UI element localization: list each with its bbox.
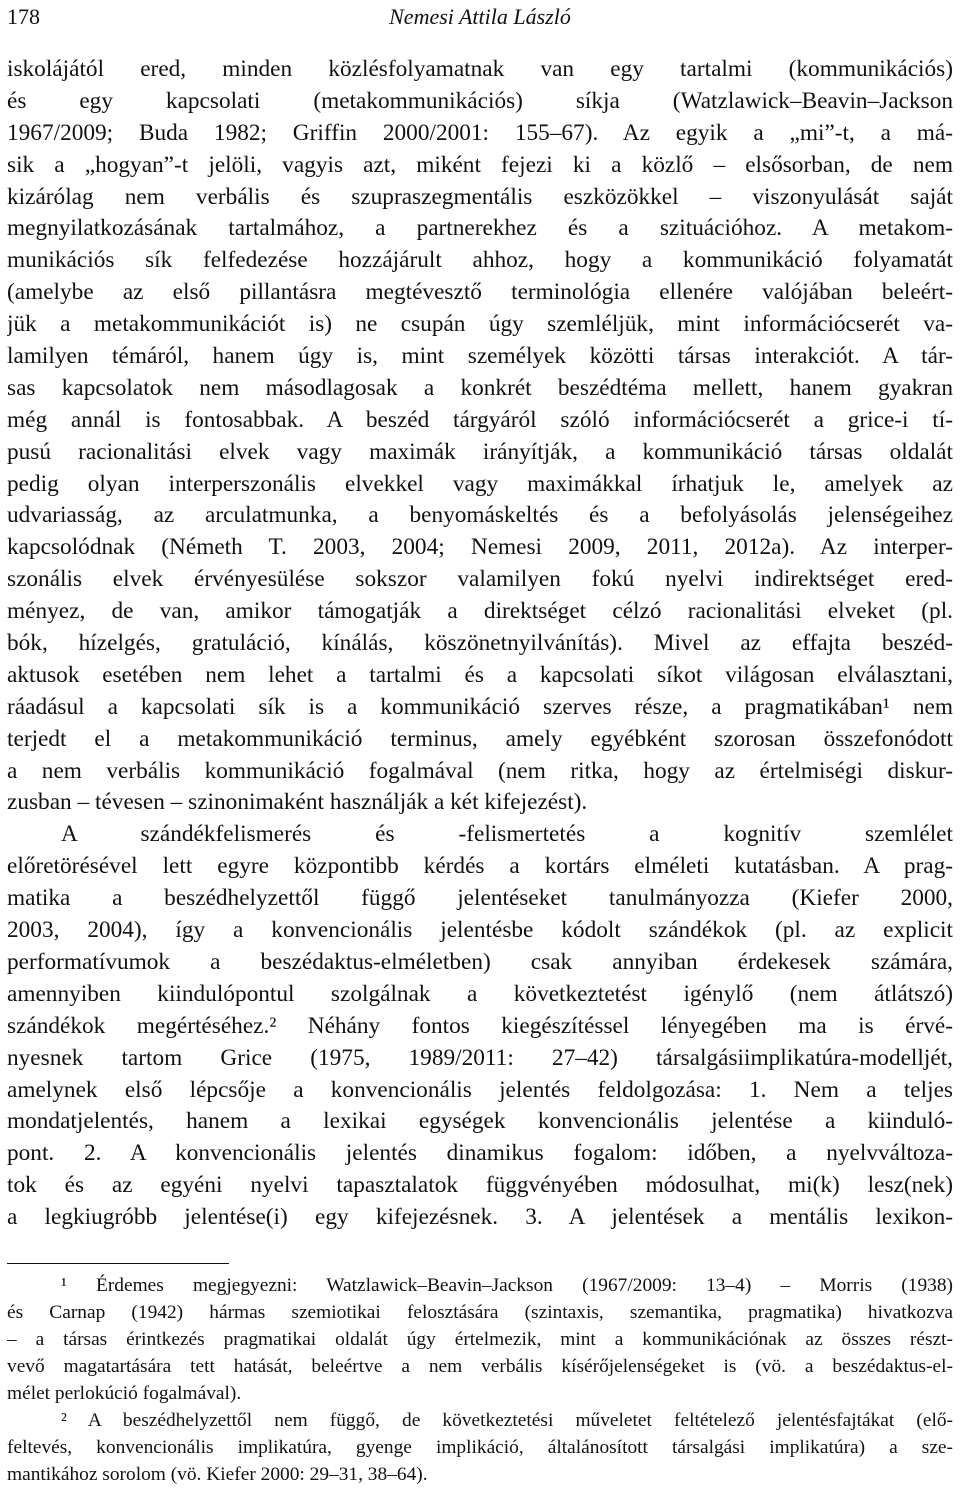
text-line: bók, hízelgés, gratuláció, kínálás, köszönetnyilvánítás). Mivel az effajta beszéd-	[7, 630, 953, 657]
text-line: pusú racionalitási elvek vagy maximák irányítják, a kommunikáció társas oldalát	[7, 438, 953, 465]
text-line: pont. 2. A konvencionális jelentés dinamikus fogalom: időben, a nyelvváltoza-	[7, 1140, 953, 1167]
text-line: performatívumok a beszédaktus-elméletben) csak annyiban érdekesek számára,	[7, 948, 953, 975]
text-line: matika a beszédhelyzettől függő jelentéseket tanulmányozza (Kiefer 2000,	[7, 885, 953, 912]
text-line: A szándékfelismerés és -felismertetés a kognitív szemlélet	[61, 821, 953, 848]
text-line: pedig olyan interperszonális elvekkel vagy maximákkal írhatjuk le, amelyek az	[7, 470, 953, 497]
text-line: 1967/2009; Buda 1982; Griffin 2000/2001: 155–67). Az egyik a „mi”-t, a má-	[7, 119, 953, 146]
text-line: amelynek első lépcsője a konvencionális jelentés feldolgozása: 1. Nem a teljes	[7, 1076, 953, 1103]
text-line: lamilyen témáról, hanem úgy is, mint személyek közötti társas interakciót. A tár-	[7, 343, 953, 370]
footnote-line: ¹ Érdemes megjegyezni: Watzlawick–Beavin–Jackson (1967/2009: 13–4) – Morris (1938)	[61, 1275, 953, 1296]
text-line: mondatjelentés, hanem a lexikai egységek konvencionális jelentése a kiinduló-	[7, 1108, 953, 1135]
text-line: udvariasság, az arculatmunka, a benyomáskeltés és a befolyásolás jelenségeihez	[7, 502, 953, 529]
text-line: aktusok esetében nem lehet a tartalmi és a kapcsolati síkot világosan elválasztani,	[7, 661, 953, 688]
running-title: Nemesi Attila László	[389, 4, 571, 29]
text-line: kizárólag nem verbális és szupraszegmentális eszközökkel – viszonyulását saját	[7, 183, 953, 210]
footnote-line: mélet perlokúció fogalmával).	[7, 1383, 242, 1404]
text-line: 2003, 2004), így a konvencionális jelentésbe kódolt szándékok (pl. az explicit	[7, 917, 953, 944]
text-line: szonális elvek érvényesülése sokszor valamilyen fokú nyelvi indirektséget ered-	[7, 566, 953, 593]
text-line: amennyiben kiindulópontul szolgálnak a következtetést igénylő (nem átlátszó)	[7, 980, 953, 1007]
text-line: zusban – tévesen – szinonimaként használják a két kifejezést).	[7, 789, 588, 816]
text-line: és egy kapcsolati (metakommunikációs) síkja (Watzlawick–Beavin–Jackson	[7, 87, 953, 114]
main-text	[7, 54, 953, 1234]
text-line: tok és az egyéni nyelvi tapasztalatok függvényében módosulhat, mi(k) lesz(nek)	[7, 1172, 953, 1199]
text-line: jük a metakommunikációt is) ne csupán úgy szemléljük, mint információcserét va-	[7, 311, 953, 338]
footnote-line: – a társas érintkezés pragmatikai oldalát úgy értelmezik, mint a kommunikációnak az összes részt-	[7, 1329, 953, 1350]
footnote-line: vevő magatartására tett hatását, beleértve a nem verbális kísérőjelenségeket is (vö. a beszédaktus-el-	[7, 1356, 953, 1377]
text-line: nyesnek tartom Grice (1975, 1989/2011: 27–42) társalgásiimplikatúra-modelljét,	[7, 1044, 953, 1071]
footnote-line: ² A beszédhelyzettől nem függő, de következtetési műveletet feltételező jelentésfajtákat (elő-	[61, 1410, 953, 1431]
text-line: terjedt el a metakommunikáció terminus, amely egyébként szorosan összefonódott	[7, 725, 953, 752]
text-line: a nem verbális kommunikáció fogalmával (nem ritka, hogy az értelmiségi diskur-	[7, 757, 953, 784]
footnote-line: és Carnap (1942) hármas szemiotikai felosztására (szintaxis, szemantika, pragmatika) hivatkozva	[7, 1302, 953, 1323]
footnote-separator	[7, 1263, 229, 1264]
page-number: 178	[7, 4, 40, 29]
text-line: (amelybe az első pillantásra megtévesztő terminológia ellenére valójában beleért-	[7, 279, 953, 306]
footnotes	[7, 1272, 953, 1488]
text-line: ráadásul a kapcsolati sík is a kommunikáció szerves része, a pragmatikában¹ nem	[7, 693, 953, 720]
text-line: szándékok megértéséhez.² Néhány fontos kiegészítéssel lényegében ma is érvé-	[7, 1012, 953, 1039]
footnote-line: feltevés, konvencionális implikatúra, gyenge implikáció, általánosított társalgási implikatúra) a sze-	[7, 1437, 953, 1458]
text-line: megnyilatkozásának tartalmához, a partnerekhez és a szituációhoz. A metakom-	[7, 215, 953, 242]
text-line: kapcsolódnak (Németh T. 2003, 2004; Nemesi 2009, 2011, 2012a). Az interper-	[7, 534, 953, 561]
text-line: még annál is fontosabbak. A beszéd tárgyáról szóló információcserét a grice-i tí-	[7, 406, 953, 433]
text-line: előretörésével lett egyre központibb kérdés a kortárs elméleti kutatásban. A prag-	[7, 853, 953, 880]
text-line: munikációs sík felfedezése hozzájárult ahhoz, hogy a kommunikáció folyamatát	[7, 247, 953, 274]
text-line: sas kapcsolatok nem másodlagosak a konkrét beszédtéma mellett, hanem gyakran	[7, 374, 953, 401]
running-header	[7, 2, 953, 32]
text-line: a legkiugróbb jelentése(i) egy kifejezésnek. 3. A jelentések a mentális lexikon-	[7, 1204, 953, 1231]
text-line: sik a „hogyan”-t jelöli, vagyis azt, miként fejezi ki a közlő – elsősorban, de nem	[7, 151, 953, 178]
footnote-line: mantikához sorolom (vö. Kiefer 2000: 29–31, 38–64).	[7, 1464, 428, 1485]
text-line: iskolájától ered, minden közlésfolyamatnak van egy tartalmi (kommunikációs)	[7, 56, 953, 82]
text-line: ményez, de van, amikor támogatják a direktséget célzó racionalitási elveket (pl.	[7, 598, 953, 625]
